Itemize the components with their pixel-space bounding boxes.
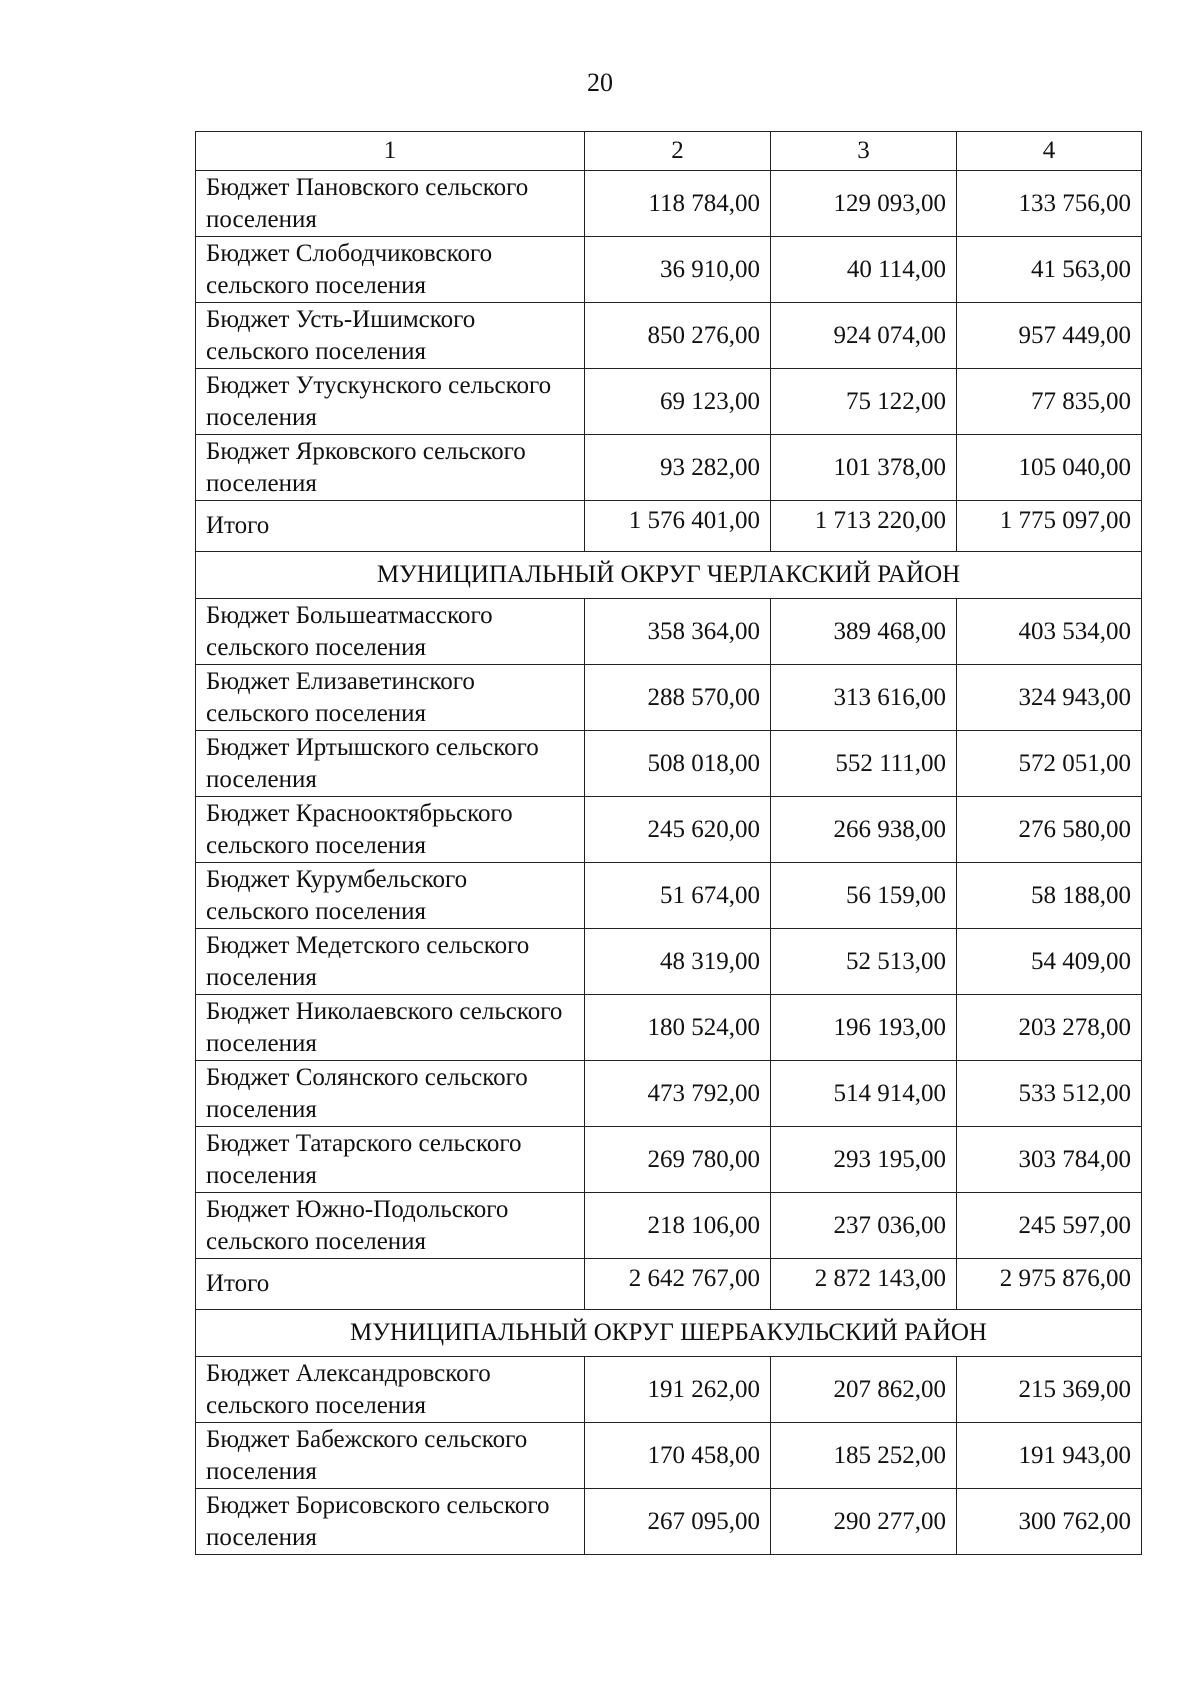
value-col-4: 77 835,00 bbox=[957, 369, 1142, 435]
header-row bbox=[196, 132, 1142, 171]
value-col-4: 324 943,00 bbox=[957, 665, 1142, 731]
value-col-2: 180 524,00 bbox=[585, 995, 771, 1061]
value-col-4: 245 597,00 bbox=[957, 1193, 1142, 1259]
value-col-3: 1 713 220,00 bbox=[771, 501, 957, 552]
value-col-4: 41 563,00 bbox=[957, 237, 1142, 303]
header-cell: 4 bbox=[957, 132, 1142, 171]
value-col-2: 288 570,00 bbox=[585, 665, 771, 731]
value-col-3: 290 277,00 bbox=[771, 1489, 957, 1555]
value-col-3: 293 195,00 bbox=[771, 1127, 957, 1193]
page-number: 20 bbox=[587, 68, 613, 97]
value-col-3: 52 513,00 bbox=[771, 929, 957, 995]
table-row bbox=[196, 1061, 1142, 1127]
value-col-2: 48 319,00 bbox=[585, 929, 771, 995]
value-col-3: 389 468,00 bbox=[771, 599, 957, 665]
value-col-2: 170 458,00 bbox=[585, 1423, 771, 1489]
value-col-4: 403 534,00 bbox=[957, 599, 1142, 665]
table-row bbox=[196, 171, 1142, 237]
value-col-4: 300 762,00 bbox=[957, 1489, 1142, 1555]
value-col-2: 93 282,00 bbox=[585, 435, 771, 501]
value-col-3: 924 074,00 bbox=[771, 303, 957, 369]
table-row bbox=[196, 369, 1142, 435]
value-col-2: 1 576 401,00 bbox=[585, 501, 771, 552]
table-row bbox=[196, 731, 1142, 797]
table-row bbox=[196, 303, 1142, 369]
value-col-3: 101 378,00 bbox=[771, 435, 957, 501]
value-col-4: 203 278,00 bbox=[957, 995, 1142, 1061]
value-col-2: 267 095,00 bbox=[585, 1489, 771, 1555]
table-row bbox=[196, 1423, 1142, 1489]
value-col-2: 36 910,00 bbox=[585, 237, 771, 303]
value-col-4: 58 188,00 bbox=[957, 863, 1142, 929]
district-heading-row bbox=[196, 1310, 1142, 1357]
settlement-name: Итого bbox=[196, 501, 585, 552]
settlement-name: Бюджет Александровского сельского поселения bbox=[196, 1357, 585, 1423]
value-col-4: 215 369,00 bbox=[957, 1357, 1142, 1423]
table-row bbox=[196, 1193, 1142, 1259]
value-col-2: 2 642 767,00 bbox=[585, 1259, 771, 1310]
value-col-3: 313 616,00 bbox=[771, 665, 957, 731]
header-cell: 1 bbox=[196, 132, 585, 171]
settlement-name: Бюджет Большеатмасского сельского поселения bbox=[196, 599, 585, 665]
value-col-3: 237 036,00 bbox=[771, 1193, 957, 1259]
budget-table bbox=[195, 131, 1142, 1555]
value-col-4: 1 775 097,00 bbox=[957, 501, 1142, 552]
table-row bbox=[196, 797, 1142, 863]
settlement-name: Бюджет Слободчиковского сельского поселения bbox=[196, 237, 585, 303]
settlement-name: Бюджет Николаевского сельского поселения bbox=[196, 995, 585, 1061]
table-row bbox=[196, 929, 1142, 995]
value-col-4: 957 449,00 bbox=[957, 303, 1142, 369]
settlement-name: Бюджет Южно-Подольского сельского поселения bbox=[196, 1193, 585, 1259]
settlement-name: Бюджет Усть-Ишимского сельского поселения bbox=[196, 303, 585, 369]
table-row bbox=[196, 995, 1142, 1061]
table-row bbox=[196, 599, 1142, 665]
total-row bbox=[196, 1259, 1142, 1310]
value-col-2: 118 784,00 bbox=[585, 171, 771, 237]
settlement-name: Бюджет Пановского сельского поселения bbox=[196, 171, 585, 237]
value-col-4: 276 580,00 bbox=[957, 797, 1142, 863]
district-heading-row bbox=[196, 552, 1142, 599]
settlement-name: Бюджет Солянского сельского поселения bbox=[196, 1061, 585, 1127]
table-row bbox=[196, 863, 1142, 929]
value-col-2: 269 780,00 bbox=[585, 1127, 771, 1193]
value-col-3: 514 914,00 bbox=[771, 1061, 957, 1127]
settlement-name: Бюджет Татарского сельского поселения bbox=[196, 1127, 585, 1193]
header-cell: 3 bbox=[771, 132, 957, 171]
value-col-3: 40 114,00 bbox=[771, 237, 957, 303]
value-col-3: 56 159,00 bbox=[771, 863, 957, 929]
table-row bbox=[196, 1127, 1142, 1193]
settlement-name: Бюджет Елизаветинского сельского поселения bbox=[196, 665, 585, 731]
table-row bbox=[196, 665, 1142, 731]
value-col-3: 129 093,00 bbox=[771, 171, 957, 237]
table-row bbox=[196, 435, 1142, 501]
table-row bbox=[196, 237, 1142, 303]
total-row bbox=[196, 501, 1142, 552]
district-heading: МУНИЦИПАЛЬНЫЙ ОКРУГ ЧЕРЛАКСКИЙ РАЙОН bbox=[196, 552, 1142, 599]
district-heading: МУНИЦИПАЛЬНЫЙ ОКРУГ ШЕРБАКУЛЬСКИЙ РАЙОН bbox=[196, 1310, 1142, 1357]
value-col-2: 850 276,00 bbox=[585, 303, 771, 369]
table-row bbox=[196, 1489, 1142, 1555]
value-col-3: 185 252,00 bbox=[771, 1423, 957, 1489]
settlement-name: Бюджет Медетского сельского поселения bbox=[196, 929, 585, 995]
value-col-2: 69 123,00 bbox=[585, 369, 771, 435]
value-col-2: 358 364,00 bbox=[585, 599, 771, 665]
value-col-4: 105 040,00 bbox=[957, 435, 1142, 501]
table-row bbox=[196, 1357, 1142, 1423]
value-col-2: 245 620,00 bbox=[585, 797, 771, 863]
value-col-2: 218 106,00 bbox=[585, 1193, 771, 1259]
settlement-name: Бюджет Бабежского сельского поселения bbox=[196, 1423, 585, 1489]
value-col-3: 266 938,00 bbox=[771, 797, 957, 863]
settlement-name: Итого bbox=[196, 1259, 585, 1310]
settlement-name: Бюджет Курумбельского сельского поселения bbox=[196, 863, 585, 929]
header-cell: 2 bbox=[585, 132, 771, 171]
value-col-4: 572 051,00 bbox=[957, 731, 1142, 797]
value-col-3: 552 111,00 bbox=[771, 731, 957, 797]
settlement-name: Бюджет Борисовского сельского поселения bbox=[196, 1489, 585, 1555]
value-col-4: 54 409,00 bbox=[957, 929, 1142, 995]
settlement-name: Бюджет Краснооктябрьского сельского поселения bbox=[196, 797, 585, 863]
value-col-2: 508 018,00 bbox=[585, 731, 771, 797]
value-col-4: 2 975 876,00 bbox=[957, 1259, 1142, 1310]
value-col-4: 133 756,00 bbox=[957, 171, 1142, 237]
value-col-3: 196 193,00 bbox=[771, 995, 957, 1061]
settlement-name: Бюджет Иртышского сельского поселения bbox=[196, 731, 585, 797]
value-col-2: 473 792,00 bbox=[585, 1061, 771, 1127]
settlement-name: Бюджет Утускунского сельского поселения bbox=[196, 369, 585, 435]
value-col-4: 191 943,00 bbox=[957, 1423, 1142, 1489]
value-col-4: 303 784,00 bbox=[957, 1127, 1142, 1193]
value-col-2: 51 674,00 bbox=[585, 863, 771, 929]
value-col-3: 2 872 143,00 bbox=[771, 1259, 957, 1310]
value-col-4: 533 512,00 bbox=[957, 1061, 1142, 1127]
value-col-2: 191 262,00 bbox=[585, 1357, 771, 1423]
value-col-3: 75 122,00 bbox=[771, 369, 957, 435]
value-col-3: 207 862,00 bbox=[771, 1357, 957, 1423]
settlement-name: Бюджет Ярковского сельского поселения bbox=[196, 435, 585, 501]
